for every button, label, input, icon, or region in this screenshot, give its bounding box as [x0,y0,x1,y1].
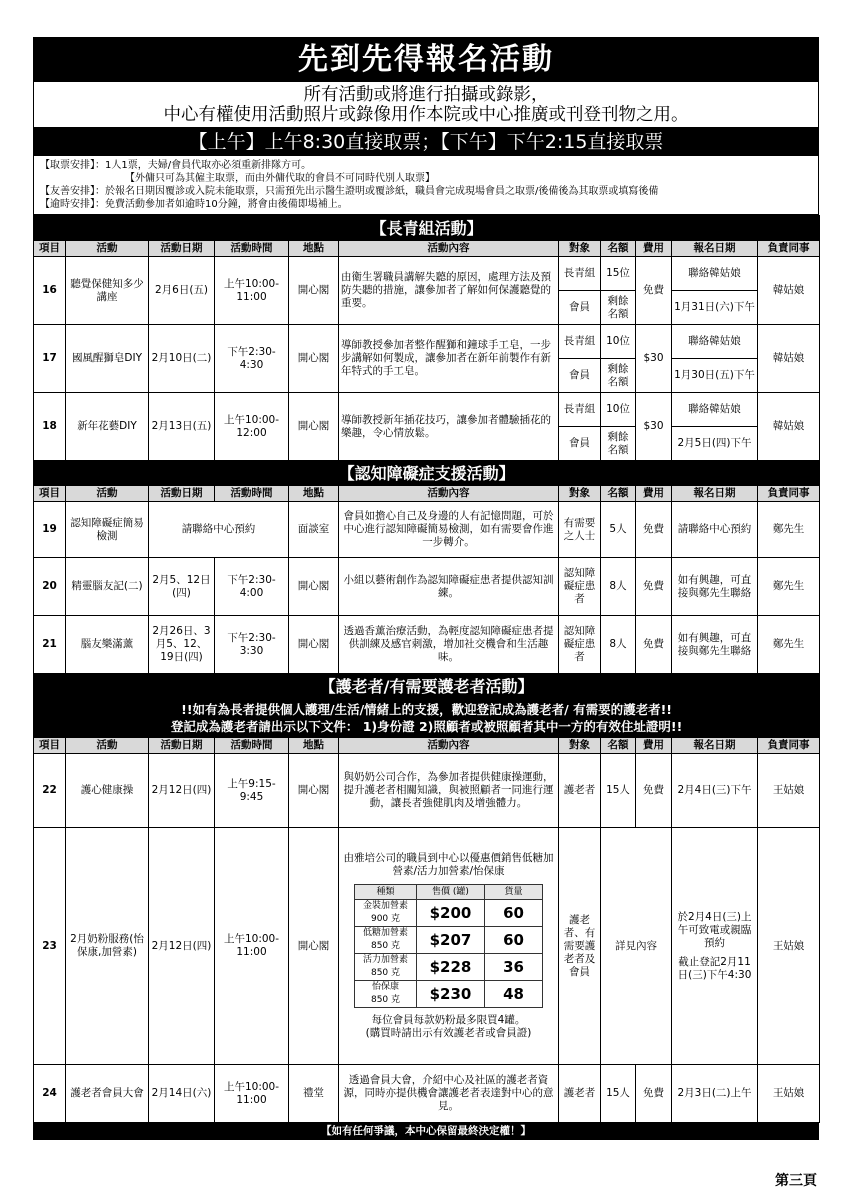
section-title: 【認知障礙症支援活動】 [34,461,820,486]
table-row: 17 國風醒獅皂DIY 2月10日(二) 下午2:30-4:30 開心閣 導師教授參加者整作醒獅和鐘球手工皂，一步步講解如何製成，讓參加者在新年前製作有新年特式的手工皂。 長青組 10位 $30 聯絡韓姑娘 韓姑娘 [34,325,820,359]
section-title: 【護老者/有需要護老者活動】 [34,674,820,699]
milk-row: 活力加營素 850 克 $228 36 [355,954,543,981]
photo-notice: 所有活動或將進行拍攝或錄影， 中心有權使用活動照片或錄像用作本院或中心推廣或刊登刊物之用。 [33,82,819,128]
milk-price-table: 種類 售價 (罐) 貨量 金裝加營素 900 克 $200 60 低糖加營素 850 克 $207 60 活力加營素 850 克 $228 36 怡保康 850 克 $230 48 [354,884,543,1008]
page-number: 第三頁 [775,1173,817,1189]
table-row: 22 護心健康操 2月12日(四) 上午9:15-9:45 開心閣 與奶奶公司合作，為參加者提供健康操運動，提升護老者相關知識，與被照顧者一同進行運動，讓長者強健肌肉及增強體力。 護老者 15人 免費 2月4日(三)下午 王姑娘 [34,754,820,828]
milk-row: 低糖加營素 850 克 $207 60 [355,927,543,954]
milk-content-cell: 由雅培公司的職員到中心以優惠價銷售低糖加營素/活力加營素/怡保康 種類 售價 (罐) 貨量 金裝加營素 900 克 $200 60 低糖加營素 850 克 $207 60 活力加營素 850 克 $228 36 怡保康 850 克 $230 48 每位會員每款奶粉最多限買4罐。 (購買時請出示有效護老者或會員證) [339,828,559,1065]
ticket-time-banner: 【上午】上午8:30直接取票；【下午】下午2:15直接取票 [33,128,819,156]
table-row: 20 精靈腦友記(二) 2月5、12日(四) 下午2:30-4:00 開心閣 小組以藝術創作為認知障礙症患者提供認知訓練。 認知障礙症患者 8人 免費 如有興趣，可直接與鄭先生聯絡 鄭先生 [34,558,820,616]
table-row: 19 認知障礙症簡易檢測 請聯絡中心預約 面談室 會員如擔心自己及身邊的人有記憶問題，可於中心進行認知障礙簡易檢測，如有需要會作進一步轉介。 有需要之人士 5人 免費 請聯絡中心預約 鄭先生 [34,502,820,558]
ticket-rules [33,156,819,215]
activity-sheet [33,37,819,1140]
milk-row: 怡保康 850 克 $230 48 [355,981,543,1008]
table-header: 項目 活動 活動日期 活動時間 地點 活動內容 對象 名額 費用 報名日期 負責同事 [34,738,820,754]
caregiver-notice: !!如有為長者提供個人護理/生活/情緒上的支援，歡迎登記成為護老者/ 有需要的護老者!! 登記成為護老者請出示以下文件： 1)身份證 2)照顧者或被照顧者其中一方的有效住址證明!! [34,699,820,738]
rule-ticket: 【取票安排】：1人1票，夫婦/會員代取亦必須重新排隊方可。 [40,160,312,171]
table-row: 24 護老者會員大會 2月14日(六) 上午10:00-11:00 禮堂 透過會員大會，介紹中心及社區的護老者資源，同時亦提供機會讓護老者表達對中心的意見。 護老者 15人 免費 2月3日(二)上午 王姑娘 [34,1065,820,1123]
table-row: 23 2月奶粉服務(怡保康,加營素) 2月12日(四) 上午10:00-11:00 開心閣 由雅培公司的職員到中心以優惠價銷售低糖加營素/活力加營素/怡保康 種類 售價 (罐) 貨量 金裝加營素 900 克 $200 60 低糖加營素 850 克 $207 60 活力加營素 850 克 $228 36 怡保康 850 克 $230 48 每位會員每款奶粉最多限買4罐。 (購買時請出示有效護老者或會員證) 護老者、有需要護老者及會員 詳見內容 於2月4日(三)上午可致電或親臨預約 截止登記2月11日(三)下午4:30 王姑娘 [34,828,820,1065]
table-row: 16 聽覺保健知多少講座 2月6日(五) 上午10:00-11:00 開心閣 由衛生署職員講解失聽的原因，處理方法及預防失聽的措施，讓參加者了解如何保護聽覺的重要。 長青組 15位 免費 聯絡韓姑娘 韓姑娘 [34,257,820,291]
dispute-footer: 【如有任何爭議，本中心保留最終決定權！】 [33,1123,819,1140]
section-elderly-table: 【長青組活動】 項目 活動 活動日期 活動時間 地點 活動內容 對象 名額 費用 報名日期 負責同事 16 聽覺保健知多少講座 2月6日(五) 上午10:00-11:00 開心閣 由衛生署職員講解失聽的原因，處理方法及預防失聽的措施，讓參加者了解如何保護聽覺的重要。 長青組 15位 免費 聯絡韓姑娘 韓姑娘 會員 剩餘名額 1月31日(六)下午 17 國風醒獅皂DIY 2月10日(二) 下午2:30-4:30 開心閣 導師教授參加者整作醒獅和鐘球手工皂，一步步講解如何製成，讓參加者在新年前製作有新年特式的手工皂。 長青組 10位 $30 聯絡韓姑娘 韓姑娘 會員 剩餘名額 1月30日(五)下午 18 新年花藝DIY 2月13日(五) 上午10:00-12:00 開心閣 導師教授新年插花技巧，讓參加者體驗插花的樂趣，令心情放鬆。 長青組 10位 $30 聯絡韓姑娘 韓姑娘 會員 剩餘名額 2月5日(四)下午 【認知障礙症支援活動】 項目 活動 活動日期 活動時間 地點 活動內容 對象 名額 費用 報名日期 負責同事 19 認知障礙症簡易檢測 請聯絡中心預約 面談室 會員如擔心自己及身邊的人有記憶問題，可於中心進行認知障礙簡易檢測，如有需要會作進一步轉介。 有需要之人士 5人 免費 請聯絡中心預約 鄭先生 20 精靈腦友記(二) 2月5、12日(四) 下午2:30-4:00 開心閣 小組以藝術創作為認知障礙症患者提供認知訓練。 認知障礙症患者 8人 免費 如有興趣，可直接與鄭先生聯絡 鄭先生 21 腦友樂滿薰 2月26日、3月5、12、19日(四) 下午2:30-3:30 開心閣 透過香薰治療活動，為輕度認知障礙症患者提供訓練及感官刺激，增加社交機會和生活趣味。 認知障礙症患者 8人 免費 如有興趣，可直接與鄭先生聯絡 鄭先生 【護老者/有需要護老者活動】 !!如有為長者提供個人護理/生活/情緒上的支援，歡迎登記成為護老者/ 有需要的護老者!! 登記成為護老者請出示以下文件： 1)身份證 2)照顧者或被照顧者其中一方的有效住址證明!! 項目 活動 活動日期 活動時間 地點 活動內容 對象 名額 費用 報名日期 負責同事 22 護心健康操 2月12日(四) 上午9:15-9:45 開心閣 與奶奶公司合作，為參加者提供健康操運動，提升護老者相關知識，與被照顧者一同進行運動，讓長者強健肌肉及增強體力。 護老者 15人 免費 2月4日(三)下午 王姑娘 23 2月奶粉服務(怡保康,加營素) 2月12日(四) 上午10:00-11:00 開心閣 由雅培公司的職員到中心以優惠價銷售低糖加營素/活力加營素/怡保康 種類 售價 (罐) 貨量 金裝加營素 900 克 $200 60 低糖加營素 850 克 $207 60 活力加營素 850 克 $228 36 怡保康 850 克 $230 48 每位會員每款奶粉最多限買4罐。 (購買時請出示有效護老者或會員證) 護老者、有需要護老者及會員 詳見內容 於2月4日(三)上午可致電或親臨預約 截止登記2月11日(三)下午4:30 王姑娘 24 護老者會員大會 2月14日(六) 上午10:00-11:00 禮堂 透過會員大會，介紹中心及社區的護老者資源，同時亦提供機會讓護老者表達對中心的意見。 護老者 15人 免費 2月3日(二)上午 王姑娘 [33,215,820,1123]
table-row: 21 腦友樂滿薰 2月26日、3月5、12、19日(四) 下午2:30-3:30 開心閣 透過香薰治療活動，為輕度認知障礙症患者提供訓練及感官刺激，增加社交機會和生活趣味。 認知障礙症患者 8人 免費 如有興趣，可直接與鄭先生聯絡 鄭先生 [34,616,820,674]
section-title: 【長青組活動】 [34,216,820,241]
rule-friendly: 【友善安排】：於報名日期因覆診或入院未能取票，只需預先出示醫生證明或覆診紙，職員會完成現場會員之取票/後備後為其取票或填寫後備 [40,186,659,197]
rule-late: 【逾時安排】：免費活動參加者如逾時10分鐘，將會由後備即場補上。 [40,199,348,210]
milk-row: 金裝加營素 900 克 $200 60 [355,900,543,927]
page-title: 先到先得報名活動 [33,37,819,82]
rule-helper: 【外傭只可為其僱主取票，而由外傭代取的會員不可同時代別人取票】 [125,173,435,184]
table-header: 項目 活動 活動日期 活動時間 地點 活動內容 對象 名額 費用 報名日期 負責同事 [34,486,820,502]
table-header: 項目 活動 活動日期 活動時間 地點 活動內容 對象 名額 費用 報名日期 負責同事 [34,241,820,257]
table-row: 18 新年花藝DIY 2月13日(五) 上午10:00-12:00 開心閣 導師教授新年插花技巧，讓參加者體驗插花的樂趣，令心情放鬆。 長青組 10位 $30 聯絡韓姑娘 韓姑娘 [34,393,820,427]
